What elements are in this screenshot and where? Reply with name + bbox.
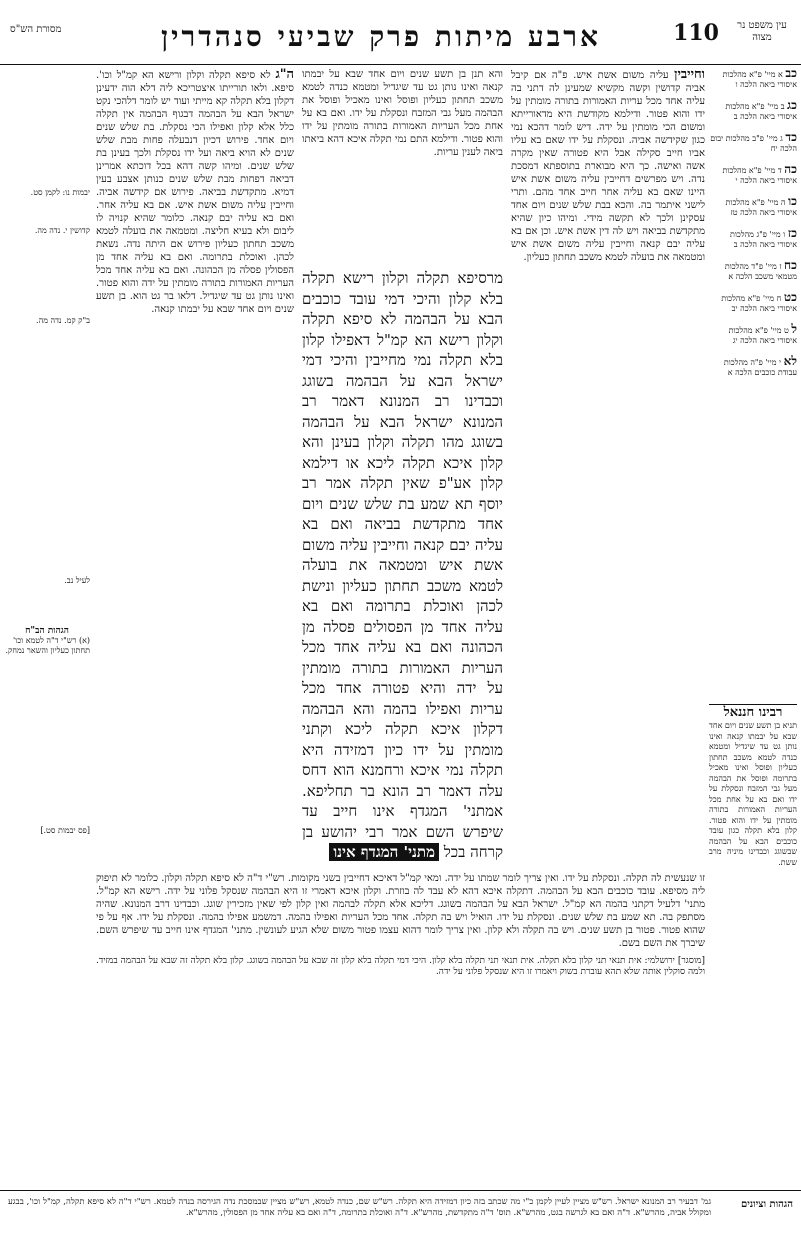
tosafot-text: לא סיפא תקלה וקלון ורישא הא קמ"ל וכו'. סיפא. ולאו תורייתו איצטריכא ליה דלא הוה ידעינן דקלון בלא תקלה קא מייתי ועוד יש לומר דלהכי נקט ישראל הבא על הבהמה דבגוף הבהמה אין תקלה כלל אלא קלון ואפילו הכי נסקלת. בת שלש שנים ויום אחד. פירוש דכיון דנבעלה פחות מבת שלש שנים לא הויא ביאה ועל ידו נסקלת ולכך בעינן בת שלש שנים. ומיהו קשה דהא בכל דוכתא אמרינן דביאה דפחות מבת שלש שנים כנותן אצבע בעין דמיא. מתקדשת בביאה. פירוש אם קידשה אביה. וחייבין עליה משום אשת איש. אם בא עליה אחר. ואם בא עליה יבם קנאה. כלומר שהיא קנויה לו ליבום ולא בעיא חליצה. ומטמאה את בועלה לטמא משכב תחתון כעליון פירוש אם היתה נדה. נשאת לכהן. ואוכלת בתרומה. ואם בא עליה אחד מן הפסולין פסלה מן הכהונה. ואם בא עליה אחד מכל העריות האמורות בתורה מומתין על ידה והוא פטור. ואינו נותן גט עד שיגדיל. דלאו בר גט הוא. בן תשע שנים ויום אחד שבא על יבמתו קנאה. xyxy=(96,70,294,315)
ein-mishpat-entry xyxy=(709,292,797,314)
gemara-text: מרסיפא תקלה וקלון רישא תקלה בלא קלון והיכי דמי עובד כוכבים הבא על הבהמה לא סיפא תקלה וקלון רישא הא קמ"ל דאפילו קלון בלא תקלה נמי מחייבין והיכי דמי ישראל הבא על הבהמה בשוגג וכבדינו רב המנונא דאמר רב המנונא ישראל הבא על הבהמה בשוגג מהו תקלה וקלון בעינן והא קלון איכא תקלה ליכא או דילמא קלון אע"פ שאין תקלה אמר רב יוסף תא שמע בת שלש שנים ויום אחד מתקדשת בביאה ואם בא עליה יבם קנאה וחייבין עליה משום אשת איש ומטמאה את בועלה לטמא משכב תחתון כעליון ונישת לכהן ואוכלת בתרומה ואם בא עליה אחד מן הפסולים פסלה מן הכהונה ואם בא עליה אחד מכל העריות האמורות בתורה מומתין על ידה והיא פטורה אחד מכל עריות ואפילו בהמה והא הבהמה דקלון איכא תקלה ליכא וקתני מומתין על ידו כיון דמזידה היא תקלה נמי איכא ורחמנא הוא דחס עלה דאמר רב הונא בר תחליפא. אמתני' המגדף אינו חייב עד שיפרש השם אמר רבי יהושע בן קרחה בכל xyxy=(302,269,503,861)
ein-mishpat-entry xyxy=(709,260,797,282)
masoret-column xyxy=(4,68,90,1188)
page-number: 110 xyxy=(673,20,719,46)
ein-mishpat-text: ד מיי' פ"א מהלכות איסורי ביאה הלכה י xyxy=(722,166,797,185)
ein-mishpat-text: י מיי' פ"ה מהלכות עבודת כוכבים הלכה א xyxy=(723,358,797,377)
footer-label: הגהות וציונים xyxy=(740,1199,793,1210)
ein-mishpat-entry xyxy=(709,132,797,154)
ein-mishpat-column xyxy=(709,68,797,1188)
gemara-column xyxy=(302,268,503,868)
ein-mishpat-letters: כב xyxy=(785,68,797,80)
ein-mishpat-text: ב מיי' פ"א מהלכות איסורי ביאה הלכה ב xyxy=(725,102,797,121)
masoret-label: מסורת הש"ס xyxy=(10,24,62,35)
rabbeinu-chananel-heading: רבינו חננאל xyxy=(723,705,783,720)
ein-mishpat-letters: כח xyxy=(784,258,797,272)
masoret-note: [פס יבמות סט.] xyxy=(40,826,90,835)
rashi-text: עליה משום אשת איש. פ"ה אם קיבל אביה קדושין וקשה מקשיא שמעינן לה דתני בה עליה אחד מכל עריות האמורות בתורה מומתין על ידו והוא פטור. ודילמא מקודשת היא מדאורייתא ומשום הכי מומתין על ידה. דיש לומר דהכא נמי כגון שקידשה אביה. ונסקלת על ידו שאם בא עליו אביו חייב סקילה אבל היא פטורה שאין מקרה אשה ואישה. כך היא מבוארת בתוספתא דמסכת נדה. ויש מפרשים דחייבין עליה משום אשת איש היינו שאם בא עליה אחר חייב אחד מהם. ותרי לישני איתמר בה. והכא בבת שלש שנים ויום אחד עסקינן ולכך לא תקשה מידי. ומיהו כיון שהיא מתקדשת בביאה ויש לה דין אשת איש. וכן אם בא עליה יבם קנאה וחייבין עליה משום אשת איש ומטמאה את בועלה לטמא משכב תחתון כעליון. xyxy=(511,70,705,263)
ein-mishpat-label: עין משפט נר מצוה xyxy=(737,20,787,43)
ein-mishpat-entry xyxy=(709,196,797,218)
ein-mishpat-letters: כג xyxy=(787,98,797,112)
ein-mishpat-letters: כה xyxy=(784,162,797,176)
ein-mishpat-entry xyxy=(709,228,797,250)
yerushalmi-note: [מוסגר] ירושלמי: אית תנאי תני קלון בלא תקלה. אית תנאי תני תקלה בלא קלון. היכי דמי תקלה בלא קלון זה שבא על הבהמה בשוגג. קלון בלא תקלה זה שבא על הבהמה במזיד. ולמה סוקלין אותה שלא תהא עוברת בשוק ויאמרו זו היא שנסקל פלוני על ידה. xyxy=(96,956,705,977)
tosafot-lead-word: ה"ג xyxy=(275,68,294,82)
ein-mishpat-text: ו מיי' פ"ג מהלכות איסורי ביאה הלכה ב xyxy=(729,230,797,249)
ein-mishpat-letters: לא xyxy=(783,354,797,368)
page-header xyxy=(0,0,801,65)
masoret-note: יבמות נו: לקמן סט. xyxy=(30,188,90,197)
ein-mishpat-entry xyxy=(709,324,797,346)
ein-mishpat-letters: כט xyxy=(783,290,797,304)
haggahot-title: הגהות הב"ח xyxy=(25,626,69,636)
ein-mishpat-text: ה מיי' פ"א מהלכות איסורי ביאה הלכה טז xyxy=(725,198,797,217)
ein-mishpat-letters: כד xyxy=(785,130,797,144)
rashi-lead-word: וחייבין xyxy=(674,68,705,82)
rashi-column xyxy=(511,68,705,868)
ein-mishpat-entry xyxy=(709,100,797,122)
ein-mishpat-letters: ל xyxy=(791,322,797,336)
haggahot-text: (א) רש"י ד"ה לטמא וכו' תחתון כעליון והשאר נמחק. xyxy=(5,636,90,655)
ein-mishpat-text: ז מיי' פ"ד מהלכות מטמאי משכב הלכה א xyxy=(724,262,797,281)
page-footer xyxy=(0,1190,801,1249)
ein-mishpat-text: ח מיי' פ"א מהלכות איסורי ביאה הלכה יב xyxy=(721,294,797,313)
rabbeinu-chananel-text: תניא בן תשע שנים ויום אחד שבא על יבמתו קנאה ואינו נותן גט עד שיגדיל ומטמא כנדה לטמא משכב תחתון כעליון ופוסל ואינו מאכיל בתרומה ופוסל את הבהמה מעל גבי המזבח ונסקלת על ידו ואם בא על אחת מכל העריות האמורות בתורה מומתין על ידו והוא פטור. קלון בלא תקלה כגון עובד כוכבים הבא על הבהמה שבשוגג וכבדינו מיניה מרב ששת. xyxy=(709,721,797,867)
ein-mishpat-text: ט מיי' פ"א מהלכות איסורי ביאה הלכה יג xyxy=(728,326,797,345)
commentary-bottom xyxy=(96,872,705,1122)
ein-mishpat-entry xyxy=(709,164,797,186)
rabbeinu-chananel xyxy=(709,704,797,868)
masoret-note: ב"ק קמ. נדה מה. xyxy=(36,316,90,325)
mishnah-marker: מתני' המגדף אינו xyxy=(329,843,439,861)
tosafot-column xyxy=(96,68,294,868)
gemara-upper-text: והא תנן בן תשע שנים ויום אחד שבא על יבמתו קנאה ואינו נותן גט עד שיגדיל ומטמא כנדה לטמא משכב תחתון כעליון ופוסל ואינו מאכיל ופוסל את הבהמה מעל גבי המזבח ונסקלת על ידו. ואם בא על אחת מכל העריות האמורות בתורה מומתין על ידו והוא פטור. ודילמא התם נמי תקלה איכא דהא ביאתו ביאה לענין עריות. xyxy=(302,69,503,158)
main-text-block xyxy=(96,68,705,1188)
footer-text: גמ' דבעיר רב המנונא ישראל. רש"ש מציין לעיין לקמן כ"י מה שכתב בזה כיון דמזידה היא תקלה. רש"ש שם, כנדה לטמא, רש"ש מציין שבמסכת נדה הגירסה בנדה לטמא. רש"י ד"ה לא סיפא תקלה, קמ"ל וכו', בבגע ומקולל אביה, מהרש"א. ד"ה ואם בא לגרשה בגט, מהרש"א. תוס' ד"ה מתקדשת, מהרש"א. ד"ה ואוכלת בתרומה, ד"ה ואם בא עליה אחד מן הפסולין, מהרש"א. xyxy=(8,1197,711,1218)
page-title: ארבע מיתות פרק שביעי סנהדרין xyxy=(161,20,601,53)
masoret-note: קדושין י. נדה מה. xyxy=(34,226,90,235)
ein-mishpat-text: א מיי' פ"א מהלכות איסורי ביאה הלכה ו xyxy=(722,70,797,89)
ein-mishpat-letters: כז xyxy=(787,226,797,240)
ein-mishpat-entry xyxy=(709,356,797,378)
masoret-note: לעיל נב. xyxy=(64,576,90,585)
ein-mishpat-letters: כו xyxy=(788,194,797,208)
ein-mishpat-text: ג מיי' פ"ב מהלכות יבום הלכה יח xyxy=(710,134,797,153)
ein-mishpat-entry xyxy=(709,68,797,90)
commentary-bottom-text: זו שנעשית לה תקלה. ונסקלת על ידו. ואין צריך לומר שמתו על ידה. ומאי קמ"ל דאיכא דחייבין בשני מקומות. רש"י ד"ה לא סיפא תקלה וקלון. כלומר לא תיפוק ליה מסיפא. עובד כוכבים הבא על הבהמה. דתקלה איכא דהא לא עבד לה בוזרת. וקלון איכא דאמרי זו היא הבהמה שנסקל פלוני על ידה. רישא הא קמ"ל. מתני' דלעיל דקתני בהמה הא קמ"ל. ישראל הבא על הבהמה בשוגג. דליכא אלא תקלה לבהמה ואין קלון לפי שאין מזכירין שוגג. וכבדינו דרב המנונא. שהיה מסתפק בה. תא שמע בת שלש שנים. ונסקלת על ידו. הואיל ויש בה תקלה. אחד מכל העריות ואפילו בהמה. דמשמע אפילו בהמה. ונסקלת על ידו. אף על פי שהוא פטור. פטור בן תשע שנים. ויש בה תקלה ולא קלון. ואין צריך לומר דהוא עצמו פטור משום שלא הגיע לעונשין. מתני' המגדף אינו חייב עד שיפרש השם. שיברך את השם בשם. xyxy=(96,873,705,949)
